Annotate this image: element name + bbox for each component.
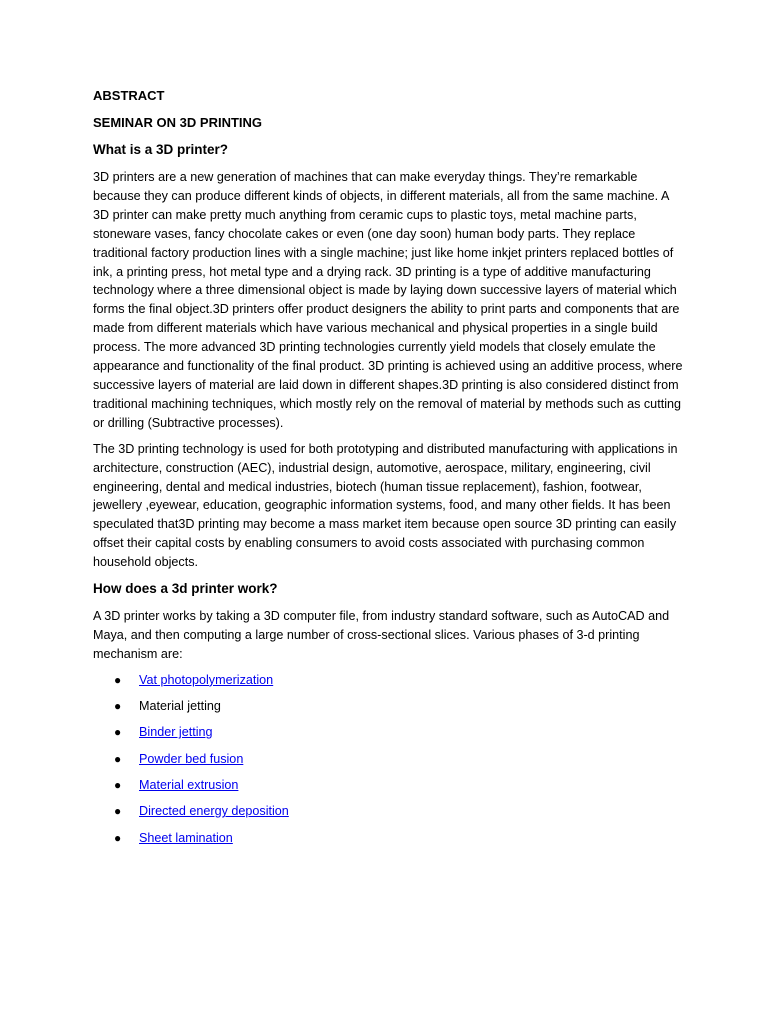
bullet-icon: ● — [114, 777, 122, 792]
phase-link-binder-jetting[interactable]: Binder jetting — [139, 725, 213, 740]
phase-link-sheet-lamination[interactable]: Sheet lamination — [139, 830, 233, 845]
phase-link-powder-bed-fusion[interactable]: Powder bed fusion — [139, 751, 244, 766]
phase-link-directed-energy-deposition[interactable]: Directed energy deposition — [139, 804, 289, 819]
list-item — [93, 750, 683, 776]
document-page — [93, 86, 683, 855]
list-item — [93, 829, 683, 855]
section-heading-how-works: How does a 3d printer work? — [93, 581, 278, 597]
bullet-icon: ● — [114, 672, 122, 687]
abstract-label: ABSTRACT — [93, 88, 165, 103]
bullet-icon: ● — [114, 830, 122, 845]
phase-link-material-extrusion[interactable]: Material extrusion — [139, 777, 239, 792]
seminar-title: SEMINAR ON 3D PRINTING — [93, 115, 263, 130]
bullet-icon: ● — [114, 804, 122, 819]
paragraph-what-is-1: 3D printers are a new generation of machines that can make everyday things. They’re remarkable because they can produce different kinds of objects, in different materials, all from the same machine. A 3D printer can make pretty much anything from ceramic cups to plastic toys, metal machine parts, stoneware vases, fancy chocolate cakes or even (one day soon) human body parts. They replace traditional factory production lines with a single machine; just like home inkjet printers replaced bottles of ink, a printing press, hot metal type and a drying rack. 3D printing is a type of additive manufacturing technology where a three dimensional object is made by laying down successive layers of material which forms the final object.3D printers offer product designers the ability to print parts and components that are made from different materials which have various mechanical and physical properties in a single build process. The more advanced 3D printing technologies currently yield models that closely emulate the appearance and functionality of the final product. 3D printing is achieved using an additive process, where successive layers of material are laid down in different shapes.3D printing is also considered distinct from traditional machining techniques, which mostly rely on the removal of material by methods such as cutting or drilling (Subtractive processes). — [93, 170, 683, 430]
phases-list — [93, 671, 683, 855]
phase-link-vat-photopolymerization[interactable]: Vat photopolymerization — [139, 672, 274, 687]
paragraph-what-is-2: The 3D printing technology is used for both prototyping and distributed manufacturing with applications in architecture, construction (AEC), industrial design, automotive, aerospace, military, engineering, civil engineering, dental and medical industries, biotech (human tissue replacement), fashion, footwear, jewellery ,eyewear, education, geographic information systems, food, and many other fields. It has been speculated that3D printing may become a mass market item because open source 3D printing can easily offset their capital costs by enabling consumers to avoid costs associated with purchasing common household objects. — [93, 441, 678, 570]
list-item — [93, 723, 683, 749]
bullet-icon: ● — [114, 699, 122, 714]
bullet-icon: ● — [114, 725, 122, 740]
phase-text-material-jetting: Material jetting — [139, 699, 221, 714]
bullet-icon: ● — [114, 751, 122, 766]
list-item — [93, 671, 683, 697]
list-item — [93, 776, 683, 802]
list-item — [93, 697, 683, 723]
paragraph-how-works: A 3D printer works by taking a 3D computer file, from industry standard software, such as AutoCAD and Maya, and then computing a large number of cross-sectional slices. Various phases of 3-d printing mechanism are: — [93, 609, 670, 661]
list-item — [93, 802, 683, 828]
section-heading-what-is: What is a 3D printer? — [93, 142, 229, 157]
